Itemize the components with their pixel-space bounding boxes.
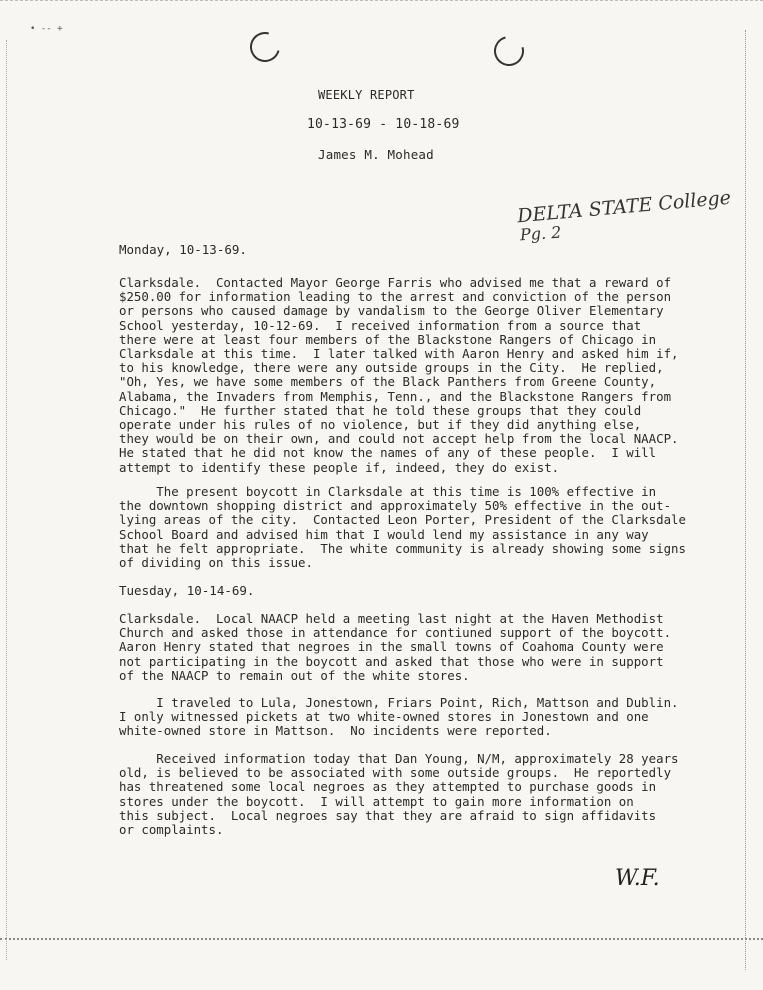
handwritten-page-note: Pg. 2 <box>519 222 562 245</box>
text-line: or persons who caused damage by vandalism to the George Oliver Elementary <box>119 303 664 319</box>
handwritten-initials: W.F. <box>615 866 660 891</box>
left-edge-artifact <box>6 40 8 960</box>
text-line: there were at least four members of the Blackstone Rangers of Chicago in <box>119 331 657 347</box>
bottom-edge-dots <box>0 938 763 944</box>
report-dates: 10-13-69 - 10-18-69 <box>307 117 460 132</box>
text-line: The present boycott in Clarksdale at this time is 100% effective in <box>119 484 657 499</box>
tuesday-paragraph-1 <box>119 611 672 683</box>
punch-hole-left <box>245 27 286 68</box>
text-line: Church and asked those in attendance for contiuned support of the boycott. <box>119 625 672 641</box>
text-line: not participating in the boycott and asked that those who were in support <box>119 653 664 669</box>
text-line: Clarksdale. Contacted Mayor George Farris who advised me that a reward of <box>119 275 672 290</box>
text-line: white-owned store in Mattson. No incidents were reported. <box>119 723 552 739</box>
text-line: old, is believed to be associated with some outside groups. He reportedly <box>119 765 672 781</box>
monday-paragraph-2 <box>119 484 686 571</box>
right-edge-artifact <box>745 30 747 970</box>
monday-paragraph-1 <box>119 275 679 475</box>
text-line: that he felt appropriate. The white community is already showing some signs <box>119 540 686 556</box>
monday-heading: Monday, 10-13-69. <box>119 242 247 257</box>
report-author: James M. Mohead <box>318 147 434 162</box>
text-line: I only witnessed pickets at two white-owned stores in Jonestown and one <box>119 709 649 725</box>
text-line: He stated that he did not know the names of any of these people. I will <box>119 445 657 461</box>
text-line: Alabama, the Invaders from Memphis, Tenn., and the Blackstone Rangers from <box>119 388 672 404</box>
text-line: $250.00 for information leading to the arrest and conviction of the person <box>119 289 672 305</box>
tuesday-paragraph-2 <box>119 695 679 739</box>
tuesday-paragraph-3 <box>119 751 679 838</box>
tuesday-heading: Tuesday, 10-14-69. <box>119 583 255 598</box>
top-edge-dots <box>0 0 763 5</box>
corner-mark: • -- + <box>30 24 63 34</box>
text-line: lying areas of the city. Contacted Leon Porter, President of the Clarksdale <box>119 512 686 528</box>
text-line: "Oh, Yes, we have some members of the Black Panthers from Greene County, <box>119 374 657 390</box>
text-line: this subject. Local negroes say that they are afraid to sign affidavits <box>119 807 657 823</box>
text-line: Clarksdale. Local NAACP held a meeting last night at the Haven Methodist <box>119 611 664 626</box>
text-line: of dividing on this issue. <box>119 555 313 571</box>
text-line: they would be on their own, and could not accept help from the local NAACP. <box>119 431 679 447</box>
text-line: I traveled to Lula, Jonestown, Friars Point, Rich, Mattson and Dublin. <box>119 695 679 710</box>
text-line: or complaints. <box>119 822 224 838</box>
text-line: of the NAACP to remain out of the white stores. <box>119 667 470 683</box>
text-line: School Board and advised him that I would lend my assistance in any way <box>119 526 649 542</box>
text-line: the downtown shopping district and approximately 50% effective in the out- <box>119 498 672 514</box>
text-line: School yesterday, 10-12-69. I received information from a source that <box>119 317 642 333</box>
report-title: WEEKLY REPORT <box>318 88 415 102</box>
text-line: to his knowledge, there were any outside groups in the City. He replied, <box>119 360 664 376</box>
text-line: has threatened some local negroes as they attempted to purchase goods in <box>119 779 657 795</box>
text-line: Chicago." He further stated that he told these groups that they could <box>119 402 642 418</box>
text-line: attempt to identify these people if, indeed, they do exist. <box>119 459 560 475</box>
text-line: Received information today that Dan Young, N/M, approximately 28 years <box>119 751 679 766</box>
text-line: operate under his rules of no violence, but if they did anything else, <box>119 417 642 433</box>
text-line: stores under the boycott. I will attempt to gain more information on <box>119 793 634 809</box>
punch-hole-right <box>489 31 530 72</box>
handwritten-college-note: DELTA STATE College <box>516 186 732 228</box>
text-line: Clarksdale at this time. I later talked with Aaron Henry and asked him if, <box>119 346 679 362</box>
text-line: Aaron Henry stated that negroes in the small towns of Coahoma County were <box>119 639 664 655</box>
